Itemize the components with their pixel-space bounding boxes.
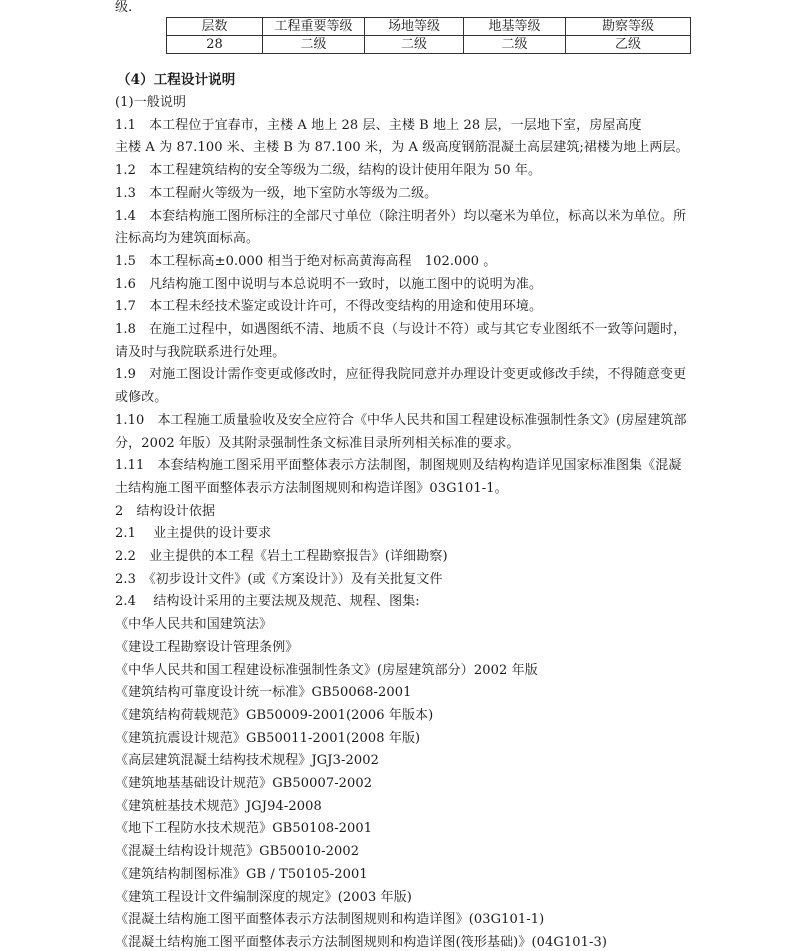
- value-cell-site: 二级: [365, 36, 464, 54]
- header-cell-site: 场地等级: [365, 18, 464, 36]
- header-cell-floors: 层数: [167, 18, 263, 36]
- text-line: 土结构施工图平面整体表示方法制图规则和构造详图》03G101-1。: [115, 480, 508, 496]
- text-line: 《高层建筑混凝土结构技术规程》JGJ3-2002: [115, 753, 379, 769]
- value-cell-importance: 二级: [263, 36, 365, 54]
- top-fragment: 级.: [115, 0, 133, 15]
- text-line: 《混凝土结构设计规范》GB50010-2002: [115, 844, 360, 860]
- text-line: 1.3 本工程耐火等级为一级，地下室防水等级为二级。: [115, 185, 438, 201]
- text-line: 《建筑结构可靠度设计统一标准》GB50068-2001: [115, 685, 412, 701]
- header-cell-survey: 勘察等级: [566, 18, 691, 36]
- text-line: 1.8 在施工过程中，如遇图纸不清、地质不良（与设计不符）或与其它专业图纸不一致等问题时，: [115, 322, 687, 337]
- text-line: 《中华人民共和国工程建设标准强制性条文》(房屋建筑部分）2002 年版: [115, 662, 538, 678]
- text-line: 《混凝土结构施工图平面整体表示方法制图规则和构造详图(筏形基础)》(04G101-3): [115, 934, 607, 950]
- text-line: 《混凝土结构施工图平面整体表示方法制图规则和构造详图》(03G101-1): [115, 912, 545, 928]
- text-line: 1.10 本工程施工质量验收及安全应符合《中华人民共和国工程建设标准强制性条文》(房屋建筑部: [115, 412, 687, 428]
- text-line: (1)一般说明: [115, 95, 187, 110]
- text-line: 《建筑工程设计文件编制深度的规定》(2003 年版): [115, 889, 412, 905]
- text-line: 1.6 凡结构施工图中说明与本总说明不一致时，以施工图中的说明为准。: [115, 276, 543, 292]
- text-line: 《中华人民共和国建筑法》: [115, 617, 273, 633]
- text-line: 《建筑结构制图标准》GB / T50105-2001: [115, 866, 368, 882]
- text-line: 2.2 业主提供的本工程《岩土工程勘察报告》(详细勘察): [115, 549, 448, 564]
- text-line: 1.9 对施工图设计需作变更或修改时，应征得我院同意并办理设计变更或修改手续，不得随意变更: [115, 367, 687, 383]
- grade-table: [166, 17, 691, 54]
- header-cell-importance: 工程重要等级: [263, 18, 365, 36]
- text-line: 1.11 本套结构施工图采用平面整体表示方法制图，制图规则及结构构造详见国家标准图集《混凝: [115, 458, 682, 474]
- text-line: 1.7 本工程未经技术鉴定或设计许可，不得改变结构的用途和使用环境。: [115, 299, 543, 315]
- text-line: 《建设工程勘察设计管理条例》: [115, 639, 299, 655]
- value-cell-foundation: 二级: [464, 36, 566, 54]
- text-line: 或修改。: [115, 390, 168, 406]
- text-line: 2.3 《初步设计文件》(或《方案设计》）及有关批复文件: [115, 571, 443, 587]
- text-line: 注标高均为建筑面标高。: [115, 231, 260, 247]
- text-line: 《建筑地基基础设计规范》GB50007-2002: [115, 776, 373, 791]
- section-heading: （4）工程设计说明: [117, 72, 236, 88]
- text-line: 1.1 本工程位于宜春市，主楼 A 地上 28 层、主楼 B 地上 28 层，一层地下室，房屋高度: [115, 117, 642, 133]
- text-line: 2.4 结构设计采用的主要法规及规范、规程、图集:: [115, 594, 420, 610]
- text-line: 《建筑桩基技术规范》JGJ94-2008: [115, 798, 322, 814]
- text-line: 请及时与我院联系进行处理。: [115, 344, 286, 360]
- text-line: 《建筑结构荷载规范》GB50009-2001(2006 年版本): [115, 707, 434, 723]
- text-line: 1.4 本套结构施工图所标注的全部尺寸单位（除注明者外）均以毫米为单位，标高以米为单位。所: [115, 208, 687, 224]
- text-line: 主楼 A 为 87.100 米、主楼 B 为 87.100 米，为 A 级高度钢筋混凝土高层建筑;裙楼为地上两层。: [115, 140, 689, 156]
- text-line: 2 结构设计依据: [115, 503, 216, 519]
- text-line: 1.2 本工程建筑结构的安全等级为二级，结构的设计使用年限为 50 年。: [115, 163, 542, 179]
- text-line: 《建筑抗震设计规范》GB50011-2001(2008 年版): [115, 730, 421, 746]
- text-line: 2.1 业主提供的设计要求: [115, 526, 272, 542]
- value-cell-floors: 28: [167, 36, 263, 54]
- header-cell-foundation: 地基等级: [464, 18, 566, 36]
- grade-table-header-row: [167, 18, 691, 36]
- grade-table-value-row: [167, 36, 691, 54]
- value-cell-survey: 乙级: [566, 36, 691, 54]
- text-line: 分，2002 年版）及其附录强制性条文标准目录所列相关标准的要求。: [115, 435, 520, 451]
- text-line: 1.5 本工程标高±0.000 相当于绝对标高黄海高程 102.000 。: [115, 253, 497, 269]
- text-line: 《地下工程防水技术规范》GB50108-2001: [115, 821, 373, 837]
